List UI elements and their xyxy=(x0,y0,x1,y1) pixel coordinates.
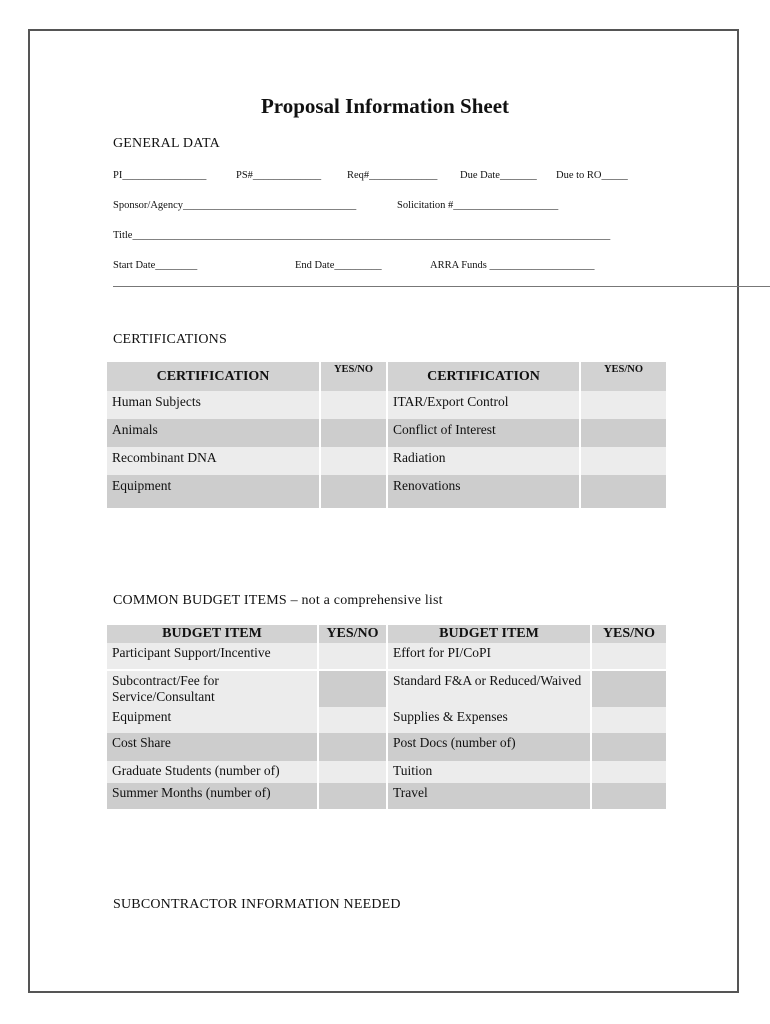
cert-col-header: CERTIFICATION xyxy=(107,362,319,391)
certifications-heading: CERTIFICATIONS xyxy=(113,332,227,347)
section-divider xyxy=(113,286,770,287)
cert-col-header: CERTIFICATION xyxy=(388,362,579,391)
due-date-field[interactable]: Due Date_______ xyxy=(460,170,537,181)
cert-label: Human Subjects xyxy=(107,391,319,419)
due-to-ro-field[interactable]: Due to RO_____ xyxy=(556,170,628,181)
yesno-cell[interactable] xyxy=(321,475,386,508)
cert-label: Conflict of Interest xyxy=(388,419,579,447)
table-row xyxy=(107,733,666,761)
cert-label: Animals xyxy=(107,419,319,447)
budget-item-label: Post Docs (number of) xyxy=(388,733,590,761)
budget-item-label: Participant Support/Incentive xyxy=(107,643,317,669)
budget-item-col-header: BUDGET ITEM xyxy=(388,625,590,643)
ps-field[interactable]: PS#_____________ xyxy=(236,170,322,181)
yesno-cell[interactable] xyxy=(581,447,666,475)
yesno-col-header: YES/NO xyxy=(581,362,666,391)
table-row xyxy=(107,475,666,508)
yesno-cell[interactable] xyxy=(321,419,386,447)
cert-label: Radiation xyxy=(388,447,579,475)
budget-item-col-header: BUDGET ITEM xyxy=(107,625,317,643)
yesno-cell[interactable] xyxy=(321,391,386,419)
yesno-cell[interactable] xyxy=(581,391,666,419)
yesno-cell[interactable] xyxy=(319,707,386,733)
yesno-cell[interactable] xyxy=(592,761,666,783)
yesno-cell[interactable] xyxy=(319,671,386,707)
start-date-field[interactable]: Start Date________ xyxy=(113,260,198,271)
sponsor-agency-field[interactable]: Sponsor/Agency_________________________________ xyxy=(113,200,357,211)
yesno-cell[interactable] xyxy=(581,419,666,447)
yesno-col-header: YES/NO xyxy=(321,362,386,391)
yesno-cell[interactable] xyxy=(592,707,666,733)
yesno-cell[interactable] xyxy=(321,447,386,475)
solicitation-field[interactable]: Solicitation #____________________ xyxy=(397,200,559,211)
budget-item-label: Cost Share xyxy=(107,733,317,761)
yesno-col-header: YES/NO xyxy=(592,625,666,643)
table-row xyxy=(107,447,666,475)
arra-funds-field[interactable]: ARRA Funds ____________________ xyxy=(430,260,595,271)
budget-table xyxy=(105,625,668,809)
certifications-table xyxy=(105,362,668,508)
table-row xyxy=(107,707,666,733)
page-title: Proposal Information Sheet xyxy=(260,94,510,118)
budget-item-label: Travel xyxy=(388,783,590,809)
yesno-cell[interactable] xyxy=(592,643,666,669)
budget-item-label: Subcontract/Fee for Service/Consultant xyxy=(107,671,317,707)
yesno-cell[interactable] xyxy=(581,475,666,508)
yesno-cell[interactable] xyxy=(319,783,386,809)
cert-label: Renovations xyxy=(388,475,579,508)
table-row xyxy=(107,391,666,419)
budget-item-label: Tuition xyxy=(388,761,590,783)
yesno-cell[interactable] xyxy=(319,643,386,669)
pi-field[interactable]: PI________________ xyxy=(113,170,207,181)
subcontractor-heading: SUBCONTRACTOR INFORMATION NEEDED xyxy=(113,897,401,912)
budget-item-label: Summer Months (number of) xyxy=(107,783,317,809)
req-field[interactable]: Req#_____________ xyxy=(347,170,438,181)
table-row xyxy=(107,671,666,707)
yesno-cell[interactable] xyxy=(592,733,666,761)
yesno-cell[interactable] xyxy=(592,671,666,707)
table-row xyxy=(107,419,666,447)
end-date-field[interactable]: End Date_________ xyxy=(295,260,382,271)
table-row xyxy=(107,761,666,783)
budget-heading: COMMON BUDGET ITEMS – not a comprehensive list xyxy=(113,593,443,608)
yesno-cell[interactable] xyxy=(319,733,386,761)
table-row xyxy=(107,643,666,669)
cert-label: ITAR/Export Control xyxy=(388,391,579,419)
yesno-col-header: YES/NO xyxy=(319,625,386,643)
yesno-cell[interactable] xyxy=(319,761,386,783)
budget-item-label: Effort for PI/CoPI xyxy=(388,643,590,669)
budget-item-label: Equipment xyxy=(107,707,317,733)
title-field[interactable]: Title___________________________________________________________________________________________ xyxy=(113,230,611,241)
budget-item-label: Standard F&A or Reduced/Waived xyxy=(388,671,590,707)
cert-label: Recombinant DNA xyxy=(107,447,319,475)
table-row xyxy=(107,783,666,809)
cert-label: Equipment xyxy=(107,475,319,508)
budget-item-label: Graduate Students (number of) xyxy=(107,761,317,783)
general-data-heading: GENERAL DATA xyxy=(113,136,220,151)
yesno-cell[interactable] xyxy=(592,783,666,809)
budget-item-label: Supplies & Expenses xyxy=(388,707,590,733)
